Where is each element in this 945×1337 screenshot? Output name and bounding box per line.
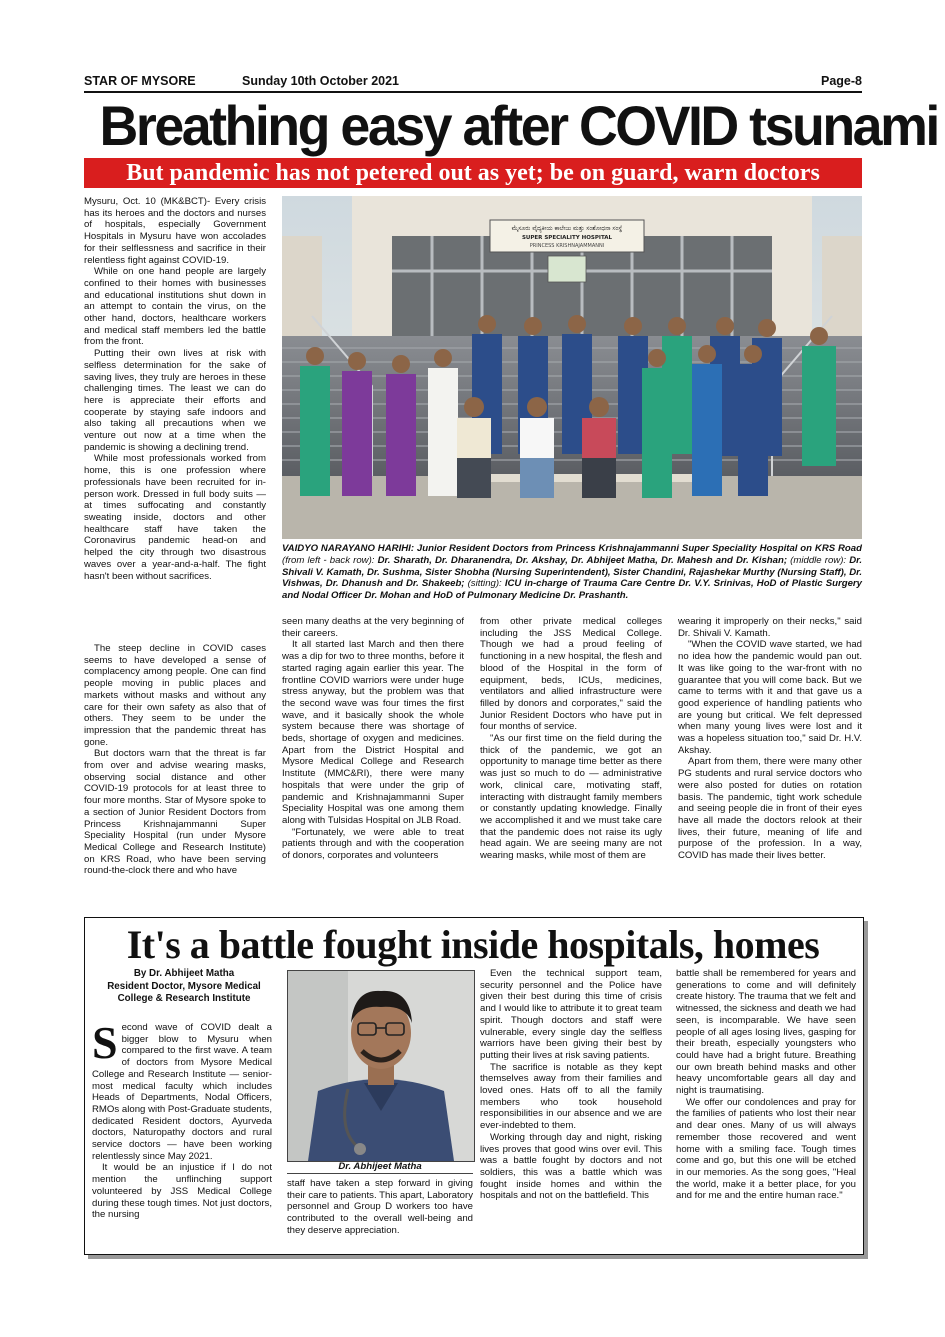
paragraph: Even the technical support team, security personnel and the Police have given their best during this time of crisis and I would like to attribute it to great team spirit. Though doctors and staff were vulnerable, every single day the selfless warriors have been giving their best by putting their lives at risk saving patients. [480, 968, 662, 1061]
paragraph: The sacrifice is notable as they kept themselves away from their families and loved ones. Hats off to all the family members who took household responsibilities in our absence and we are ever-indebted to them. [480, 1061, 662, 1132]
paragraph: Putting their own lives at risk with selfless determination for the sake of saving lives, they truly are heroes in these challenging times. The least we can do here is appreciate their efforts and cooperate by staying safe indoors and also taking all precautions when we venture out now at a time when the pandemic is showing a declining trend. [84, 348, 266, 453]
banner-line-3: PRINCESS KRISHNAJAMMANNI [529, 243, 605, 249]
paragraph: "As our first time on the field during the thick of the pandemic, we got an opportunity to manage time better as there was just so much to do — administrative work, clinical care, motivating staff, interacting with distraught family members or constantly updating knowledge. Finally we accomplished it and we must take care that the pandemic does not raise its ugly head again. We are seeing many are not wearing masks, while most of them are [480, 733, 662, 862]
banner-line-2: SUPER SPECIALITY HOSPITAL [521, 235, 613, 241]
article1-column-3 [480, 616, 662, 908]
article2-column-3 [480, 968, 662, 1248]
paragraph: wearing it improperly on their necks," said Dr. Shivali V. Kamath. [678, 616, 862, 639]
paragraph: It would be an injustice if I do not mention the unflinching support volunteered by JSS Medical College during these tough times. Not just doctors, the nursing [92, 1162, 272, 1221]
byline-role: Resident Doctor, Mysore Medical [107, 980, 261, 992]
byline-author: By Dr. Abhijeet Matha [133, 968, 235, 979]
paragraph: But doctors warn that the threat is far from over and advise wearing masks, observing social distance and other COVID-19 protocols for at least three to four more months. Star of Mysore spoke to a section of Junior Resident Doctors from Princess Krishnajammanni Super Speciality Hospital (run under Mysore Medical College and Research Institute) on KRS Road, who have been serving round-the-clock there and who have [84, 748, 266, 877]
author-portrait-svg [288, 971, 474, 1161]
caption-paren-2: (middle row): [787, 554, 847, 566]
group-photo-svg [282, 196, 862, 539]
paragraph: Working through day and night, risking lives proves that good wins over evil. This was a battle fought by doctors and not soldiers, this was a battle which was fought inside homes and within the hospitals and not on the battlefield. This [480, 1131, 662, 1202]
banner-line-1: ಮೈಸೂರು ವೈದ್ಯಕೀಯ ಕಾಲೇಜು ಮತ್ತು ಸಂಶೋಧನಾ ಸಂಸ್ಥೆ [511, 225, 623, 232]
caption-body-3: Dr. Shivali V. Kamath, Dr. Sushma, Sister Shobha (Nursing Superintendent), Sister Chandini, Rajashekar Murthy (Nursing Staff), Dr. Vishwas, Dr. Dhanush and Dr. Shakeeb; [282, 554, 863, 590]
caption-body-4: ICU in-charge of Trauma Care Centre Dr. V.Y. Srinivas, HoD of Plastic Surgery and Nodal Officer Dr. Mohan and HoD of Pulmonary Medicine Dr. Prashanth. [282, 578, 862, 602]
paragraph [92, 1022, 272, 1162]
paragraph: staff have taken a step forward in giving their care to patients. This apart, Laboratory personnel and Group D workers too have contributed to the overall well-being and they deserve appreciation. [287, 1178, 473, 1236]
article2-headline: It's a battle fought inside hospitals, homes [126, 922, 820, 967]
paragraph: "Fortunately, we were able to treat patients through and with the cooperation of donors, corporates and volunteers [282, 826, 464, 862]
author-portrait [287, 970, 475, 1162]
article2-column-2 [287, 1178, 473, 1248]
byline-institution: College & Research Institute [117, 993, 251, 1005]
sub-headline: But pandemic has not petered out as yet; be on guard, warn doctors [84, 158, 862, 188]
caption-paren-1: (from left - back row): [282, 554, 375, 566]
caption-body-1: Junior Resident Doctors from Princess Krishnajammanni Super Speciality Hospital on KRS Road [414, 543, 862, 554]
paragraph-text: econd wave of COVID dealt a bigger blow to Mysuru when compared to the first wave. A team of doctors from Mysore Medical College and Research Institute — senior-most medical faculty which includes Heads of Departments, Nodal Officers, RMOs along with Post-Graduate students, dedicated Resident doctors, Ayurveda doctors, Naturopathy doctors and rural service doctors — have been working relentlessly since May 2021. [92, 1022, 272, 1162]
main-headline: Breathing easy after COVID tsunami [99, 94, 938, 157]
drop-cap: S [92, 1022, 118, 1068]
masthead-strip [84, 74, 862, 90]
paragraph: Apart from them, there were many other PG students and rural service doctors who were also posted for duties on rotation basis. The pandemic, tight work schedule and seeing people die in front of their eyes have all made the doctors relook at their lives, their future, meaning of life and purpose of the profession. In a way, COVID has made their lives better. [678, 756, 862, 862]
notice-board [548, 256, 586, 282]
portrait-caption: Dr. Abhijeet Matha [287, 1160, 473, 1174]
paragraph: While most professionals worked from home, this is one profession where professionals have been recruited for in-person work. Dressed in full body suits — at times suffocating and constantly sweating inside, doctors and other healthcare staff have taken the Coronavirus pandemic head-on and helped the city through two disastrous waves over a year-and-a-half. The fight hasn't been without sacrifices. [84, 453, 266, 582]
page-number: Page-8 [821, 74, 862, 88]
article1-column-4 [678, 616, 862, 908]
article2-byline [92, 968, 276, 1006]
paragraph: Mysuru, Oct. 10 (MK&BCT)- Every crisis has its heroes and the doctors and nurses of hospitals, especially Government Hospitals in Mysuru have won accolades for their selflessness and sacrifice in their relentless fight against COVID-19. [84, 196, 266, 266]
paper-name: STAR OF MYSORE [84, 74, 196, 88]
article1-column-1b [84, 643, 266, 908]
caption-body-2: Dr. Sharath, Dr. Dharanendra, Dr. Akshay, Dr. Abhijeet Matha, Dr. Mahesh and Dr. Kishan; [374, 554, 788, 566]
paragraph: from other private medical colleges including the JSS Medical College. Though we had a proud feeling of functioning in a new hospital, the flesh and blood of the Hospital in the form of equipment, beds, ICUs, medicines, ventilators and allied infrastructure were filled by donors and corporates," said the Junior Resident Doctors who have put in four months of service. [480, 616, 662, 733]
caption-lead: VAIDYO NARAYANO HARIHI: [282, 543, 415, 554]
paragraph: We offer our condolences and pray for the families of patients who lost their near and dear ones. Many of us will always remember those recovered and went home with a smiling face. Tough times come and go, but this one will be etched in our memories. As the song goes, "Heal the world, make it a better place, for you and for me and the entire human race." [676, 1096, 856, 1202]
photo-caption [282, 543, 862, 611]
paragraph: The steep decline in COVID cases seems to have developed a sense of complacency among people. One can find people moving in public places and markets without masks and without any care for their own safety as also that of others. They seem to be under the impression that the pandemic threat has gone. [84, 643, 266, 748]
article2-column-4 [676, 968, 856, 1248]
seated-people [457, 397, 616, 498]
stethoscope-chestpiece [354, 1143, 366, 1155]
article1-column-2 [282, 616, 464, 908]
article2-column-1 [92, 1022, 272, 1248]
paragraph: seen many deaths at the very beginning of their careers. [282, 616, 464, 639]
paragraph: battle shall be remembered for years and generations to come and will definitely create history. The trauma that we felt and witnessed, the sickness and death we had seen, is incomparable. We have seen people of all ages losing lives, gasping for their breath, especially youngsters who could have had a bright future. Breathing our own breath behind masks and other heavy uncomfortable gears all day and night is traumatising. [676, 968, 856, 1097]
issue-date: Sunday 10th October 2021 [242, 74, 400, 88]
paragraph: While on one hand people are largely confined to their homes with businesses and educational institutions shut down in an attempt to contain the virus, on the other hand, doctors, healthcare workers and medical staff members led the battle from the front. [84, 266, 266, 348]
article1-column-1 [84, 196, 266, 642]
caption-paren-3: (sitting): [464, 578, 502, 590]
paragraph: It all started last March and then there was a dip for two to three months, before it started raging again earlier this year. The frontline COVID warriors were under huge stress anyway, but the problem was that the second wave was four times the first wave, and it basically shook the whole system because there was shortage of beds, shortage of oxygen and medicines. Apart from the District Hospital and Mysore Medical College and Research Institute (MMC&RI), there were many hospitals that were under the grip of pandemic and Krishnajammanni Super Speciality Hospital was one among them along with Tulsidas Hospital on JLB Road. [282, 639, 464, 826]
header-rule [84, 91, 862, 93]
paragraph: "When the COVID wave started, we had no idea how the pandemic would pan out. It was like going to the war-front with no guarantee that you will come back. But we came to terms with it and that gave us a good experience of handling patients who are young but critical. We felt depressed when many young lives were lost and it was a hopeless situation too," said Dr. H.V. Akshay. [678, 639, 862, 756]
group-photo [282, 196, 862, 539]
